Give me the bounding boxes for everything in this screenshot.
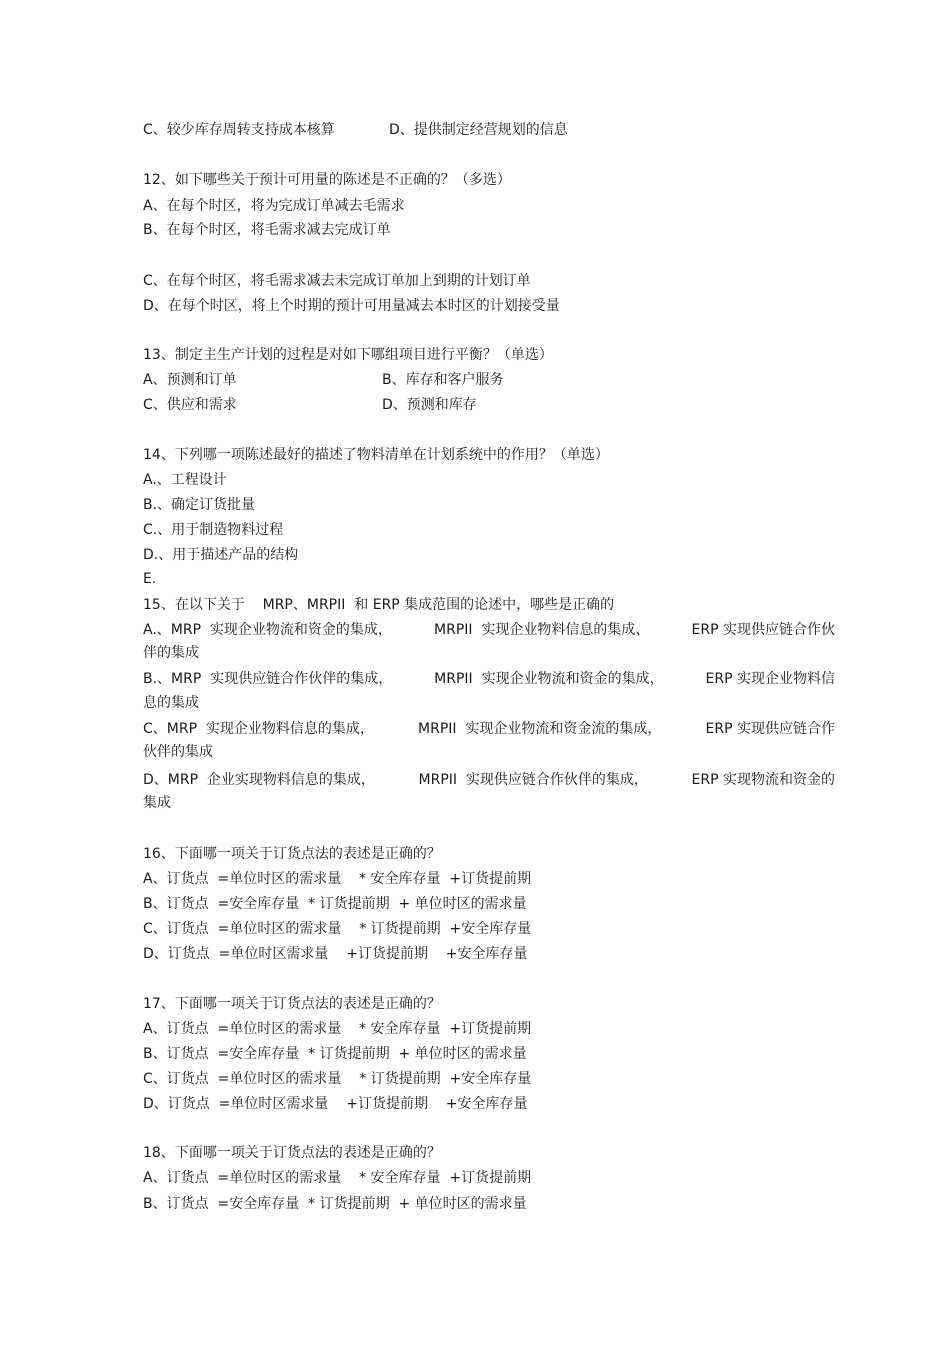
q14-option-a: A.、工程设计 (143, 472, 227, 488)
q17-title: 17、下面哪一项关于订货点法的表述是正确的？ (143, 996, 441, 1012)
q17-option-b: B、订货点 =安全库存量 * 订货提前期 + 单位时区的需求量 (143, 1046, 527, 1062)
q12-title: 12、如下哪些关于预计可用量的陈述是不正确的？（多选） (143, 172, 511, 188)
q14-option-c: C.、用于制造物料过程 (143, 522, 284, 538)
q15-c-part3: ERP 实现供应链合作 (705, 721, 835, 737)
q15-option-b (143, 670, 835, 688)
q15-option-c (143, 720, 835, 738)
q15-a-wrap: 伴的集成 (143, 645, 199, 661)
q15-b-part3: ERP 实现企业物料信 (705, 671, 835, 687)
q16-option-d: D、订货点 =单位时区需求量 +订货提前期 +安全库存量 (143, 946, 528, 962)
q14-option-b: B.、确定订货批量 (143, 497, 256, 513)
q14-option-d: D.、用于描述产品的结构 (143, 547, 299, 563)
q15-b-part2: MRPII 实现企业物流和资金的集成， (434, 671, 664, 687)
q16-title: 16、下面哪一项关于订货点法的表述是正确的？ (143, 846, 441, 862)
q13-option-b: B、库存和客户服务 (382, 372, 504, 388)
q13-title: 13、制定主生产计划的过程是对如下哪组项目进行平衡？（单选） (143, 347, 553, 363)
q13-option-d: D、预测和库存 (382, 397, 477, 413)
q16-option-c: C、订货点 =单位时区的需求量 * 订货提前期 +安全库存量 (143, 921, 532, 937)
q12-option-c: C、在每个时区，将毛需求减去未完成订单加上到期的计划订单 (143, 273, 531, 289)
q17-option-d: D、订货点 =单位时区需求量 +订货提前期 +安全库存量 (143, 1096, 528, 1112)
q15-c-wrap: 伙伴的集成 (143, 744, 213, 760)
q15-d-part3: ERP 实现物流和资金的 (691, 772, 835, 788)
q16-option-a: A、订货点 =单位时区的需求量 * 安全库存量 +订货提前期 (143, 871, 532, 887)
q12-option-a: A、在每个时区，将为完成订单减去毛需求 (143, 198, 405, 214)
q12-option-b: B、在每个时区，将毛需求减去完成订单 (143, 222, 391, 238)
q18-title: 18、下面哪一项关于订货点法的表述是正确的？ (143, 1145, 441, 1161)
q13-option-a: A、预测和订单 (143, 372, 237, 388)
q15-b-part1: B.、MRP 实现供应链合作伙伴的集成， (143, 671, 393, 687)
q15-a-part3: ERP 实现供应链合作伙 (691, 622, 835, 638)
q15-option-d (143, 771, 835, 789)
q17-option-c: C、订货点 =单位时区的需求量 * 订货提前期 +安全库存量 (143, 1071, 532, 1087)
q17-option-a: A、订货点 =单位时区的需求量 * 安全库存量 +订货提前期 (143, 1021, 532, 1037)
q15-b-wrap: 息的集成 (143, 695, 199, 711)
q15-c-part2: MRPII 实现企业物流和资金流的集成， (418, 721, 662, 737)
q14-title: 14、下列哪一项陈述最好的描述了物料清单在计划系统中的作用？（单选） (143, 447, 609, 463)
q15-d-part1: D、MRP 企业实现物料信息的集成， (143, 772, 375, 788)
q14-option-e: E. (143, 571, 157, 587)
q15-a-part2: MRPII 实现企业物料信息的集成、 (434, 622, 650, 638)
q15-d-wrap: 集成 (143, 795, 171, 811)
q15-option-a (143, 621, 835, 639)
q13-option-c: C、供应和需求 (143, 397, 237, 413)
q12-option-d: D、在每个时区，将上个时期的预计可用量减去本时区的计划接受量 (143, 298, 560, 314)
q18-option-b: B、订货点 =安全库存量 * 订货提前期 + 单位时区的需求量 (143, 1196, 527, 1212)
q15-title: 15、在以下关于 MRP、MRPII 和 ERP 集成范围的论述中，哪些是正确的 (143, 597, 615, 613)
q11-option-c: C、较少库存周转支持成本核算 (143, 122, 335, 138)
q15-a-part1: A.、MRP 实现企业物流和资金的集成， (143, 622, 392, 638)
q15-d-part2: MRPII 实现供应链合作伙伴的集成， (418, 772, 648, 788)
q18-option-a: A、订货点 =单位时区的需求量 * 安全库存量 +订货提前期 (143, 1170, 532, 1186)
q11-option-d: D、提供制定经营规划的信息 (389, 122, 568, 138)
q15-c-part1: C、MRP 实现企业物料信息的集成， (143, 721, 374, 737)
q16-option-b: B、订货点 =安全库存量 * 订货提前期 + 单位时区的需求量 (143, 896, 527, 912)
